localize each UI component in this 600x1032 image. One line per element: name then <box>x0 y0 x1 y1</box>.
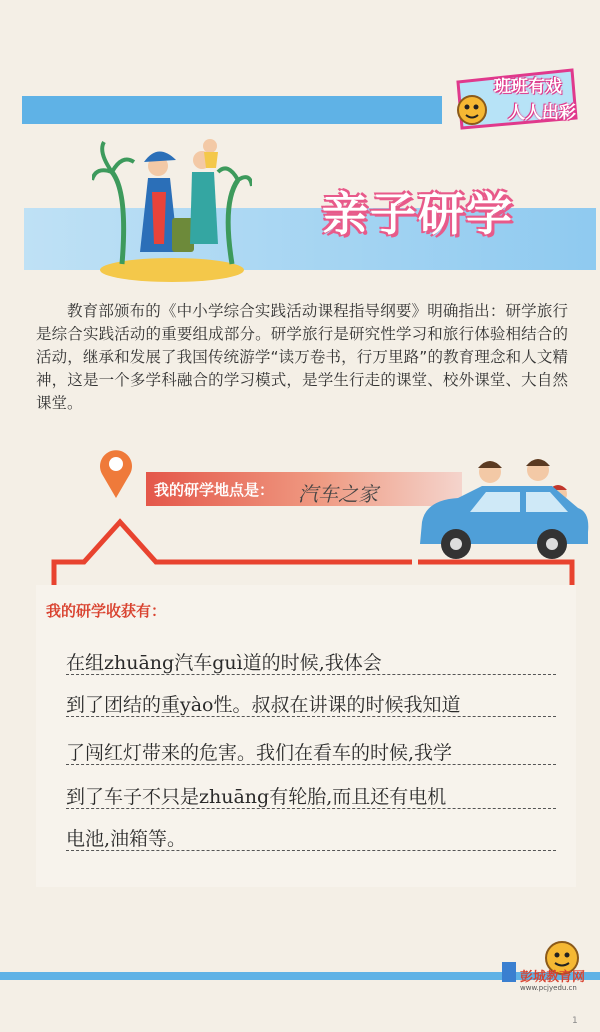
writing-rule <box>66 764 556 765</box>
writing-rule <box>66 674 556 675</box>
handwritten-line: 电池,油箱等。 <box>66 828 187 850</box>
location-label: 我的研学地点是： <box>154 481 275 499</box>
writing-rule <box>66 808 556 809</box>
harvest-title: 我的研学收获有： <box>46 602 167 620</box>
writing-rule <box>66 716 556 717</box>
badge-line2: 人人出彩 <box>508 103 576 123</box>
handwritten-line: 了闯红灯带来的危害。我们在看车的时候,我学 <box>66 742 453 764</box>
page-title: 亲子研学 <box>322 187 514 241</box>
handwritten-line: 到了车子不只是zhuāng有轮胎,而且还有电机 <box>66 786 447 808</box>
location-value: 汽车之家 <box>298 482 378 506</box>
site-url: www.pcjyedu.cn <box>520 984 577 992</box>
intro-paragraph: 教育部颁布的《中小学综合实践活动课程指导纲要》明确指出：研学旅行是综合实践活动的重要组成部分。研学旅行是研究性学习和旅行体验相结合的活动，继承和发展了我国传统游学“读万卷书，行万里路”的教育理念和人文精神，这是一个多学科融合的学习模式，是学生行走的课堂、校外课堂、大自然课堂。 <box>36 302 568 412</box>
page-mark: 1 <box>572 1016 578 1026</box>
handwritten-line: 到了团结的重yào性。叔叔在讲课的时候我知道 <box>66 694 461 716</box>
writing-rule <box>66 850 556 851</box>
handwritten-line: 在组zhuāng汽车guì道的时候,我体会 <box>66 652 382 674</box>
badge-line1: 班班有戏 <box>494 77 562 97</box>
site-name: 彭城教育网 <box>520 970 586 985</box>
